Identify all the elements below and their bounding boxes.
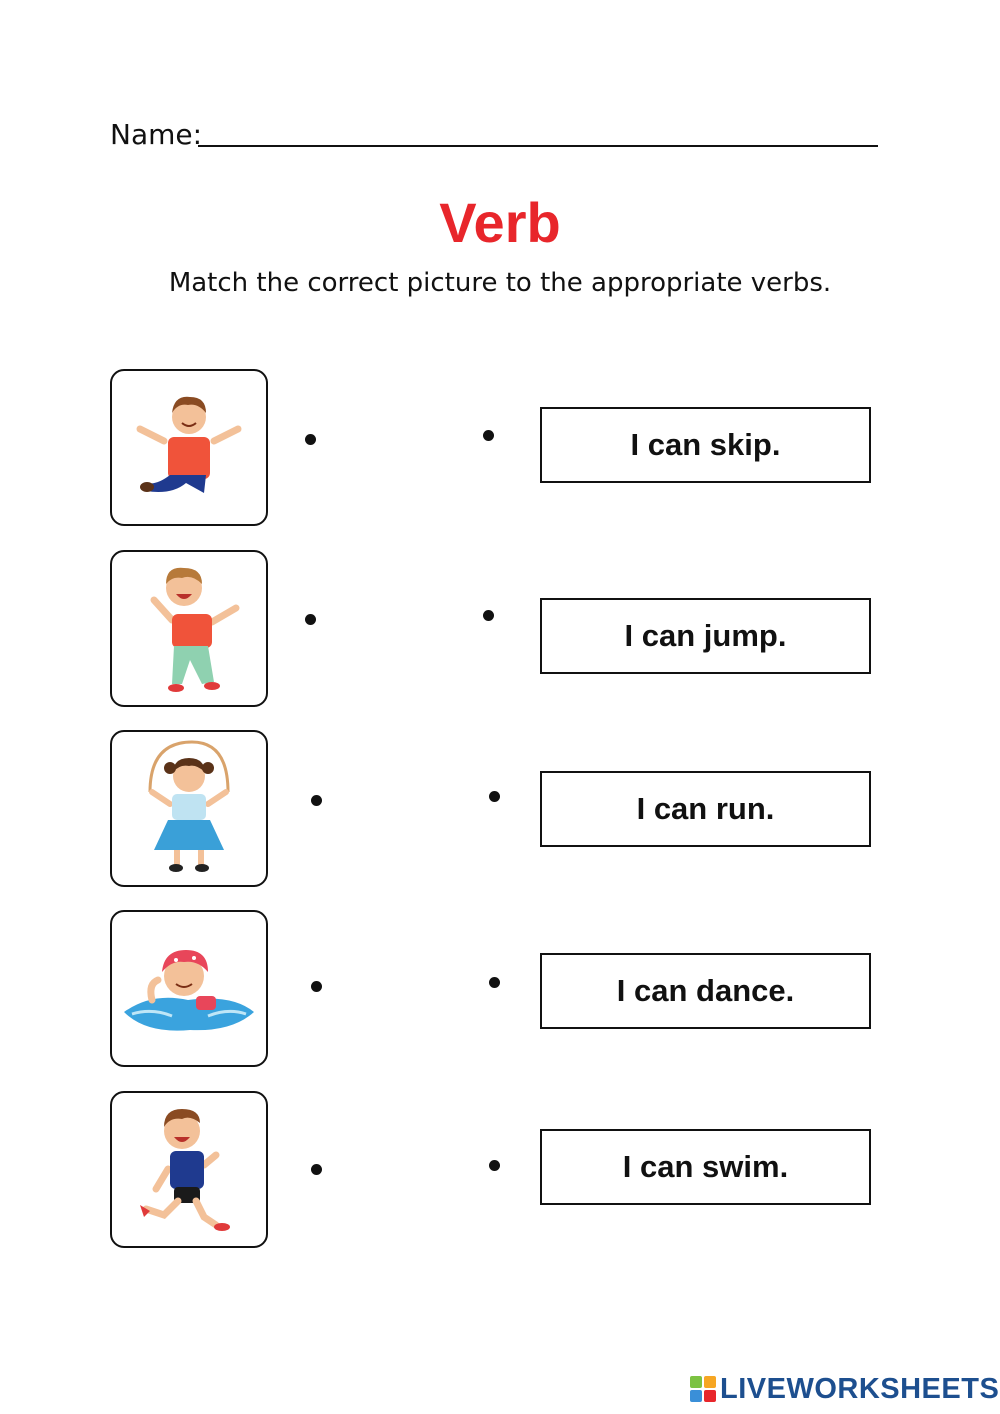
right-dot-4[interactable] [489,977,500,988]
picture-box-3 [110,730,268,887]
logo-text: LIVEWORKSHEETS [720,1372,1000,1405]
name-label: Name: [110,118,203,151]
picture-box-5 [110,1091,268,1248]
verb-box-1[interactable]: I can skip. [540,407,871,483]
page-title: Verb [439,191,561,254]
boy-jumping-icon [112,371,266,524]
picture-box-4 [110,910,268,1067]
picture-box-1 [110,369,268,526]
verb-box-4[interactable]: I can dance. [540,953,871,1029]
left-dot-2[interactable] [305,614,316,625]
right-dot-3[interactable] [489,791,500,802]
logo-mark-icon [690,1376,716,1402]
verb-box-2[interactable]: I can jump. [540,598,871,674]
instruction-text: Match the correct picture to the appropriate verbs. [168,268,832,298]
boy-dancing-icon [112,552,266,705]
name-row [110,118,880,158]
verb-box-5[interactable]: I can swim. [540,1129,871,1205]
child-swimming-icon [112,912,266,1065]
right-dot-1[interactable] [483,430,494,441]
girl-skipping-rope-icon [112,732,266,885]
boy-running-icon [112,1093,266,1246]
right-dot-2[interactable] [483,610,494,621]
left-dot-3[interactable] [311,795,322,806]
verb-box-3[interactable]: I can run. [540,771,871,847]
name-line [198,145,878,147]
left-dot-1[interactable] [305,434,316,445]
picture-box-2 [110,550,268,707]
left-dot-4[interactable] [311,981,322,992]
left-dot-5[interactable] [311,1164,322,1175]
right-dot-5[interactable] [489,1160,500,1171]
liveworksheets-logo [690,1372,999,1406]
